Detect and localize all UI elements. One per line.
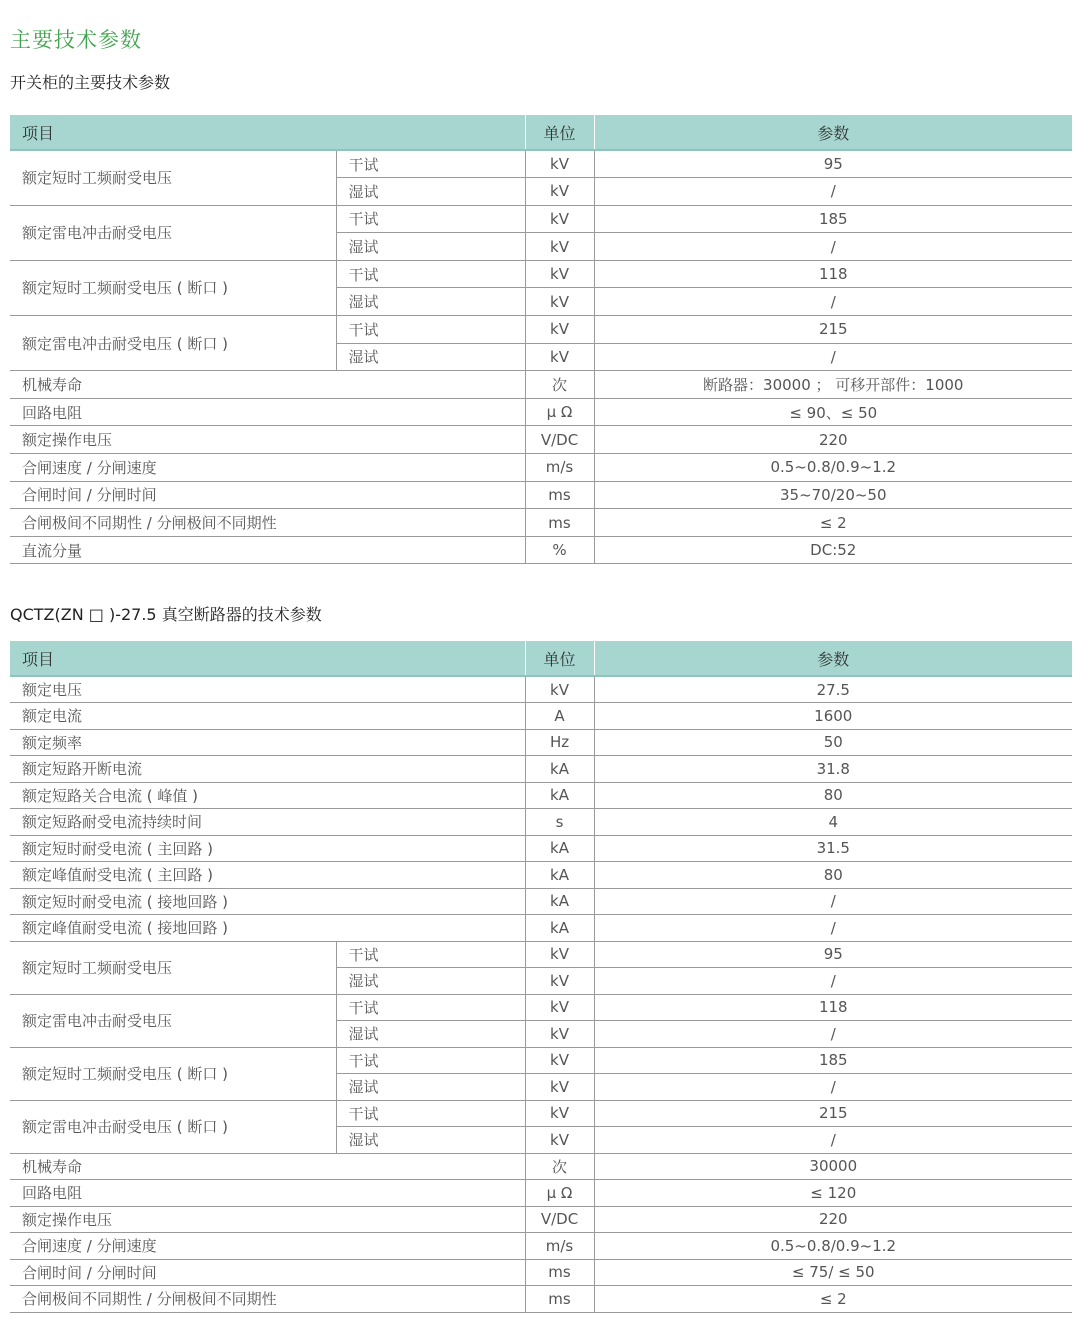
row-unit: μ Ω [525, 1180, 594, 1207]
row-unit: ms [525, 1259, 594, 1286]
row-item-label: 额定频率 [10, 729, 525, 756]
row-unit: kV [525, 288, 594, 316]
row-unit: kA [525, 888, 594, 915]
row-unit: kV [525, 676, 594, 703]
row-sub-label: 湿试 [336, 288, 525, 316]
row-item-label: 额定操作电压 [10, 426, 525, 454]
page-title: 主要技术参数 [10, 28, 142, 52]
row-sub-label: 湿试 [336, 233, 525, 261]
row-value: 31.5 [594, 835, 1072, 862]
row-item-label: 直流分量 [10, 536, 525, 564]
table-row [10, 398, 1072, 426]
row-sub-label: 干试 [336, 205, 525, 233]
table-row [10, 862, 1072, 889]
table-header-row [10, 115, 1072, 150]
row-value: ≤ 2 [594, 1286, 1072, 1313]
row-value: DC:52 [594, 536, 1072, 564]
table-row [10, 150, 1072, 178]
row-sub-label: 干试 [336, 316, 525, 344]
row-item-label: 额定短路关合电流 ( 峰值 ) [10, 782, 525, 809]
row-value: / [594, 1021, 1072, 1048]
row-value: 185 [594, 205, 1072, 233]
row-unit: kV [525, 941, 594, 968]
row-item-label: 额定峰值耐受电流 ( 接地回路 ) [10, 915, 525, 942]
row-item-label: 额定电压 [10, 676, 525, 703]
header-value: 参数 [594, 115, 1072, 150]
row-unit: kV [525, 205, 594, 233]
row-item-label: 额定短路耐受电流持续时间 [10, 809, 525, 836]
row-item-label: 额定雷电冲击耐受电压 [10, 994, 336, 1047]
row-value: 30000 [594, 1153, 1072, 1180]
row-item-label: 额定短时工频耐受电压 [10, 150, 336, 205]
row-value: / [594, 1074, 1072, 1101]
row-item-label: 额定短时耐受电流 ( 接地回路 ) [10, 888, 525, 915]
table-row [10, 371, 1072, 399]
row-value: ≤ 90、≤ 50 [594, 398, 1072, 426]
row-value: 31.8 [594, 756, 1072, 783]
row-item-label: 回路电阻 [10, 1180, 525, 1207]
row-item-label: 机械寿命 [10, 1153, 525, 1180]
row-unit: m/s [525, 1233, 594, 1260]
table-row [10, 1233, 1072, 1260]
row-value: / [594, 888, 1072, 915]
header-unit: 单位 [525, 641, 594, 676]
table-row [10, 509, 1072, 537]
row-value: / [594, 233, 1072, 261]
row-unit: kV [525, 1047, 594, 1074]
row-item-label: 额定峰值耐受电流 ( 主回路 ) [10, 862, 525, 889]
row-unit: ms [525, 1286, 594, 1313]
row-item-label: 额定短时工频耐受电压 [10, 941, 336, 994]
row-sub-label: 湿试 [336, 1074, 525, 1101]
table-row [10, 835, 1072, 862]
table-row [10, 729, 1072, 756]
row-unit: kV [525, 1074, 594, 1101]
row-value: 27.5 [594, 676, 1072, 703]
row-sub-label: 干试 [336, 1047, 525, 1074]
row-item-label: 额定短时工频耐受电压 ( 断口 ) [10, 1047, 336, 1100]
header-value: 参数 [594, 641, 1072, 676]
row-unit: m/s [525, 454, 594, 482]
row-value: / [594, 178, 1072, 206]
header-item: 项目 [10, 115, 525, 150]
row-item-label: 额定雷电冲击耐受电压 [10, 205, 336, 260]
table-row [10, 536, 1072, 564]
table-row [10, 1153, 1072, 1180]
row-item-label: 合闸速度 / 分闸速度 [10, 454, 525, 482]
row-value: / [594, 288, 1072, 316]
row-unit: V/DC [525, 1206, 594, 1233]
row-value: / [594, 915, 1072, 942]
row-unit: kV [525, 178, 594, 206]
row-unit: kV [525, 1021, 594, 1048]
table-row [10, 994, 1072, 1021]
table-row [10, 426, 1072, 454]
row-item-label: 机械寿命 [10, 371, 525, 399]
table-row [10, 809, 1072, 836]
row-item-label: 额定雷电冲击耐受电压 ( 断口 ) [10, 316, 336, 371]
table1-title: 开关柜的主要技术参数 [10, 73, 171, 92]
row-item-label: 额定短路开断电流 [10, 756, 525, 783]
table-row [10, 316, 1072, 344]
row-item-label: 合闸极间不同期性 / 分闸极间不同期性 [10, 509, 525, 537]
row-unit: kV [525, 1127, 594, 1154]
row-unit: kV [525, 260, 594, 288]
row-value: ≤ 75/ ≤ 50 [594, 1259, 1072, 1286]
row-unit: kA [525, 782, 594, 809]
table-row [10, 260, 1072, 288]
row-item-label: 额定操作电压 [10, 1206, 525, 1233]
row-item-label: 合闸速度 / 分闸速度 [10, 1233, 525, 1260]
row-item-label: 额定电流 [10, 703, 525, 730]
row-item-label: 合闸时间 / 分闸时间 [10, 481, 525, 509]
table-row [10, 1047, 1072, 1074]
row-sub-label: 湿试 [336, 178, 525, 206]
row-unit: kV [525, 343, 594, 371]
row-value: 118 [594, 994, 1072, 1021]
row-value: 95 [594, 150, 1072, 178]
table-row [10, 1286, 1072, 1313]
row-unit: μ Ω [525, 398, 594, 426]
header-unit: 单位 [525, 115, 594, 150]
row-unit: ms [525, 481, 594, 509]
row-value: 215 [594, 1100, 1072, 1127]
row-value: 4 [594, 809, 1072, 836]
row-value: 95 [594, 941, 1072, 968]
row-unit: Hz [525, 729, 594, 756]
row-sub-label: 湿试 [336, 1021, 525, 1048]
table-row [10, 454, 1072, 482]
table-row [10, 888, 1072, 915]
table-row [10, 676, 1072, 703]
row-value: / [594, 968, 1072, 995]
row-unit: % [525, 536, 594, 564]
row-unit: kA [525, 862, 594, 889]
row-sub-label: 干试 [336, 941, 525, 968]
table-row [10, 1206, 1072, 1233]
row-unit: kV [525, 150, 594, 178]
vacuum-breaker-spec-table [10, 641, 1072, 1313]
row-item-label: 额定短时耐受电流 ( 主回路 ) [10, 835, 525, 862]
row-item-label: 回路电阻 [10, 398, 525, 426]
row-unit: s [525, 809, 594, 836]
row-unit: kV [525, 316, 594, 344]
row-sub-label: 干试 [336, 150, 525, 178]
row-item-label: 额定雷电冲击耐受电压 ( 断口 ) [10, 1100, 336, 1153]
row-value: 220 [594, 426, 1072, 454]
row-unit: ms [525, 509, 594, 537]
row-unit: kV [525, 968, 594, 995]
row-sub-label: 干试 [336, 1100, 525, 1127]
row-unit: kV [525, 233, 594, 261]
row-value: ≤ 120 [594, 1180, 1072, 1207]
row-value: 215 [594, 316, 1072, 344]
row-value: / [594, 1127, 1072, 1154]
row-unit: 次 [525, 371, 594, 399]
row-item-label: 合闸时间 / 分闸时间 [10, 1259, 525, 1286]
table-header-row [10, 641, 1072, 676]
row-value: 220 [594, 1206, 1072, 1233]
row-sub-label: 湿试 [336, 343, 525, 371]
row-value: 118 [594, 260, 1072, 288]
row-unit: V/DC [525, 426, 594, 454]
table-row [10, 941, 1072, 968]
row-item-label: 额定短时工频耐受电压 ( 断口 ) [10, 260, 336, 315]
row-value: 断路器：30000 ； 可移开部件：1000 [594, 371, 1072, 399]
table2-title: QCTZ(ZN □ )-27.5 真空断路器的技术参数 [10, 605, 322, 624]
table-row [10, 205, 1072, 233]
table-row [10, 782, 1072, 809]
row-unit: kA [525, 756, 594, 783]
row-sub-label: 干试 [336, 994, 525, 1021]
table-row [10, 1100, 1072, 1127]
table-row [10, 915, 1072, 942]
row-value: 35~70/20~50 [594, 481, 1072, 509]
row-value: 80 [594, 782, 1072, 809]
table-row [10, 703, 1072, 730]
switchgear-spec-table [10, 115, 1072, 564]
row-value: 80 [594, 862, 1072, 889]
row-unit: 次 [525, 1153, 594, 1180]
row-value: ≤ 2 [594, 509, 1072, 537]
header-item: 项目 [10, 641, 525, 676]
row-sub-label: 湿试 [336, 1127, 525, 1154]
row-unit: A [525, 703, 594, 730]
table-row [10, 1259, 1072, 1286]
table-row [10, 1180, 1072, 1207]
row-sub-label: 干试 [336, 260, 525, 288]
row-value: 185 [594, 1047, 1072, 1074]
table-row [10, 481, 1072, 509]
row-unit: kA [525, 915, 594, 942]
row-unit: kA [525, 835, 594, 862]
row-unit: kV [525, 1100, 594, 1127]
row-value: 0.5~0.8/0.9~1.2 [594, 454, 1072, 482]
row-value: / [594, 343, 1072, 371]
row-item-label: 合闸极间不同期性 / 分闸极间不同期性 [10, 1286, 525, 1313]
row-unit: kV [525, 994, 594, 1021]
row-value: 50 [594, 729, 1072, 756]
row-sub-label: 湿试 [336, 968, 525, 995]
table-row [10, 756, 1072, 783]
row-value: 1600 [594, 703, 1072, 730]
row-value: 0.5~0.8/0.9~1.2 [594, 1233, 1072, 1260]
